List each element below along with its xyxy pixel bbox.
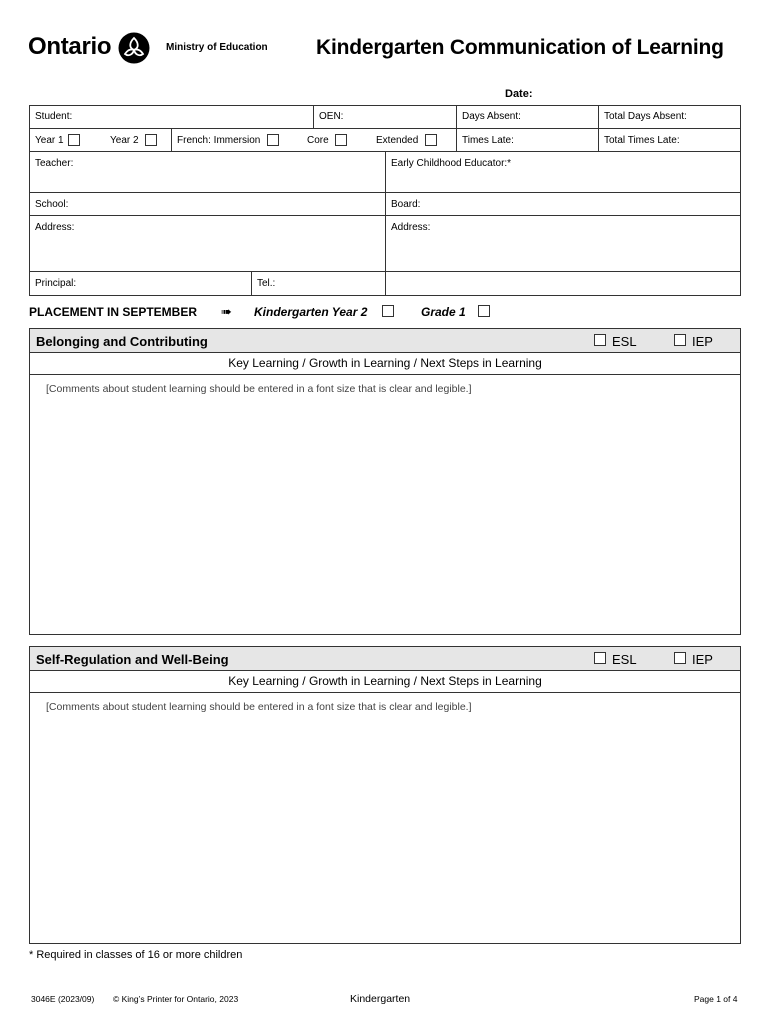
grid-line (385, 151, 386, 296)
placement-label: PLACEMENT IN SEPTEMBER (29, 305, 198, 319)
section-subheader: Key Learning / Growth in Learning / Next Steps in Learning (29, 671, 741, 693)
iep-label: IEP (692, 652, 713, 667)
iep-label: IEP (692, 334, 713, 349)
esl-label: ESL (612, 652, 637, 667)
year2-checkbox[interactable] (145, 134, 157, 146)
footer-title: Kindergarten (350, 993, 411, 1005)
copyright: © King’s Printer for Ontario, 2023 (113, 994, 239, 1004)
extended-label: Extended (376, 135, 419, 146)
section-subheader: Key Learning / Growth in Learning / Next Steps in Learning (29, 353, 741, 375)
grid-line (251, 271, 252, 296)
board-address-field[interactable]: Address: (391, 222, 431, 233)
board-field[interactable]: Board: (391, 199, 421, 210)
total-days-absent-field[interactable]: Total Days Absent: (604, 111, 687, 122)
french-immersion-label: French: Immersion (177, 135, 261, 146)
oen-field[interactable]: OEN: (319, 111, 344, 122)
esl-checkbox[interactable] (594, 334, 606, 346)
core-label: Core (307, 135, 329, 146)
section-title: Self-Regulation and Well-Being (36, 652, 229, 667)
page-number: Page 1 of 4 (694, 994, 738, 1004)
date-label: Date: (505, 88, 533, 100)
principal-field[interactable]: Principal: (35, 278, 77, 289)
arrow-right-icon: ➠ (221, 304, 232, 319)
section-title: Belonging and Contributing (36, 334, 208, 349)
school-address-field[interactable]: Address: (35, 222, 75, 233)
comments-hint: [Comments about student learning should be entered in a font size that is clear and legible.] (46, 383, 472, 395)
comments-hint: [Comments about student learning should be entered in a font size that is clear and legible.] (46, 701, 472, 713)
form-code: 3046E (2023/09) (31, 994, 95, 1004)
trillium-logo-icon (118, 32, 150, 64)
french-immersion-checkbox[interactable] (267, 134, 279, 146)
ontario-logo-text: Ontario (28, 33, 112, 60)
ece-field[interactable]: Early Childhood Educator:* (391, 158, 512, 169)
student-field[interactable]: Student: (35, 111, 73, 122)
teacher-field[interactable]: Teacher: (35, 158, 74, 169)
esl-checkbox[interactable] (594, 652, 606, 664)
year1-label: Year 1 (35, 135, 64, 146)
year1-checkbox[interactable] (68, 134, 80, 146)
iep-checkbox[interactable] (674, 652, 686, 664)
grade1-checkbox[interactable] (478, 305, 490, 317)
grid-line (598, 105, 599, 151)
tel-field[interactable]: Tel.: (257, 278, 276, 289)
esl-label: ESL (612, 334, 637, 349)
core-checkbox[interactable] (335, 134, 347, 146)
extended-checkbox[interactable] (425, 134, 437, 146)
total-times-late-field[interactable]: Total Times Late: (604, 135, 680, 146)
year2-label: Year 2 (110, 135, 139, 146)
belonging-comments-area[interactable] (29, 375, 741, 635)
ministry-name: Ministry of Education (166, 42, 268, 53)
grid-line (29, 128, 741, 129)
document-title: Kindergarten Communication of Learning (316, 36, 724, 59)
kindergarten-year2-label: Kindergarten Year 2 (254, 305, 368, 319)
iep-checkbox[interactable] (674, 334, 686, 346)
section-header-self-regulation (29, 646, 741, 671)
days-absent-field[interactable]: Days Absent: (462, 111, 521, 122)
grid-line (456, 105, 457, 151)
kindergarten-year2-checkbox[interactable] (382, 305, 394, 317)
grid-line (171, 128, 172, 151)
grade1-label: Grade 1 (421, 305, 466, 319)
footnote: * Required in classes of 16 or more children (29, 949, 243, 961)
self-regulation-comments-area[interactable] (29, 693, 741, 944)
times-late-field[interactable]: Times Late: (462, 135, 514, 146)
school-field[interactable]: School: (35, 199, 69, 210)
grid-line (313, 105, 314, 128)
section-header-belonging (29, 328, 741, 353)
